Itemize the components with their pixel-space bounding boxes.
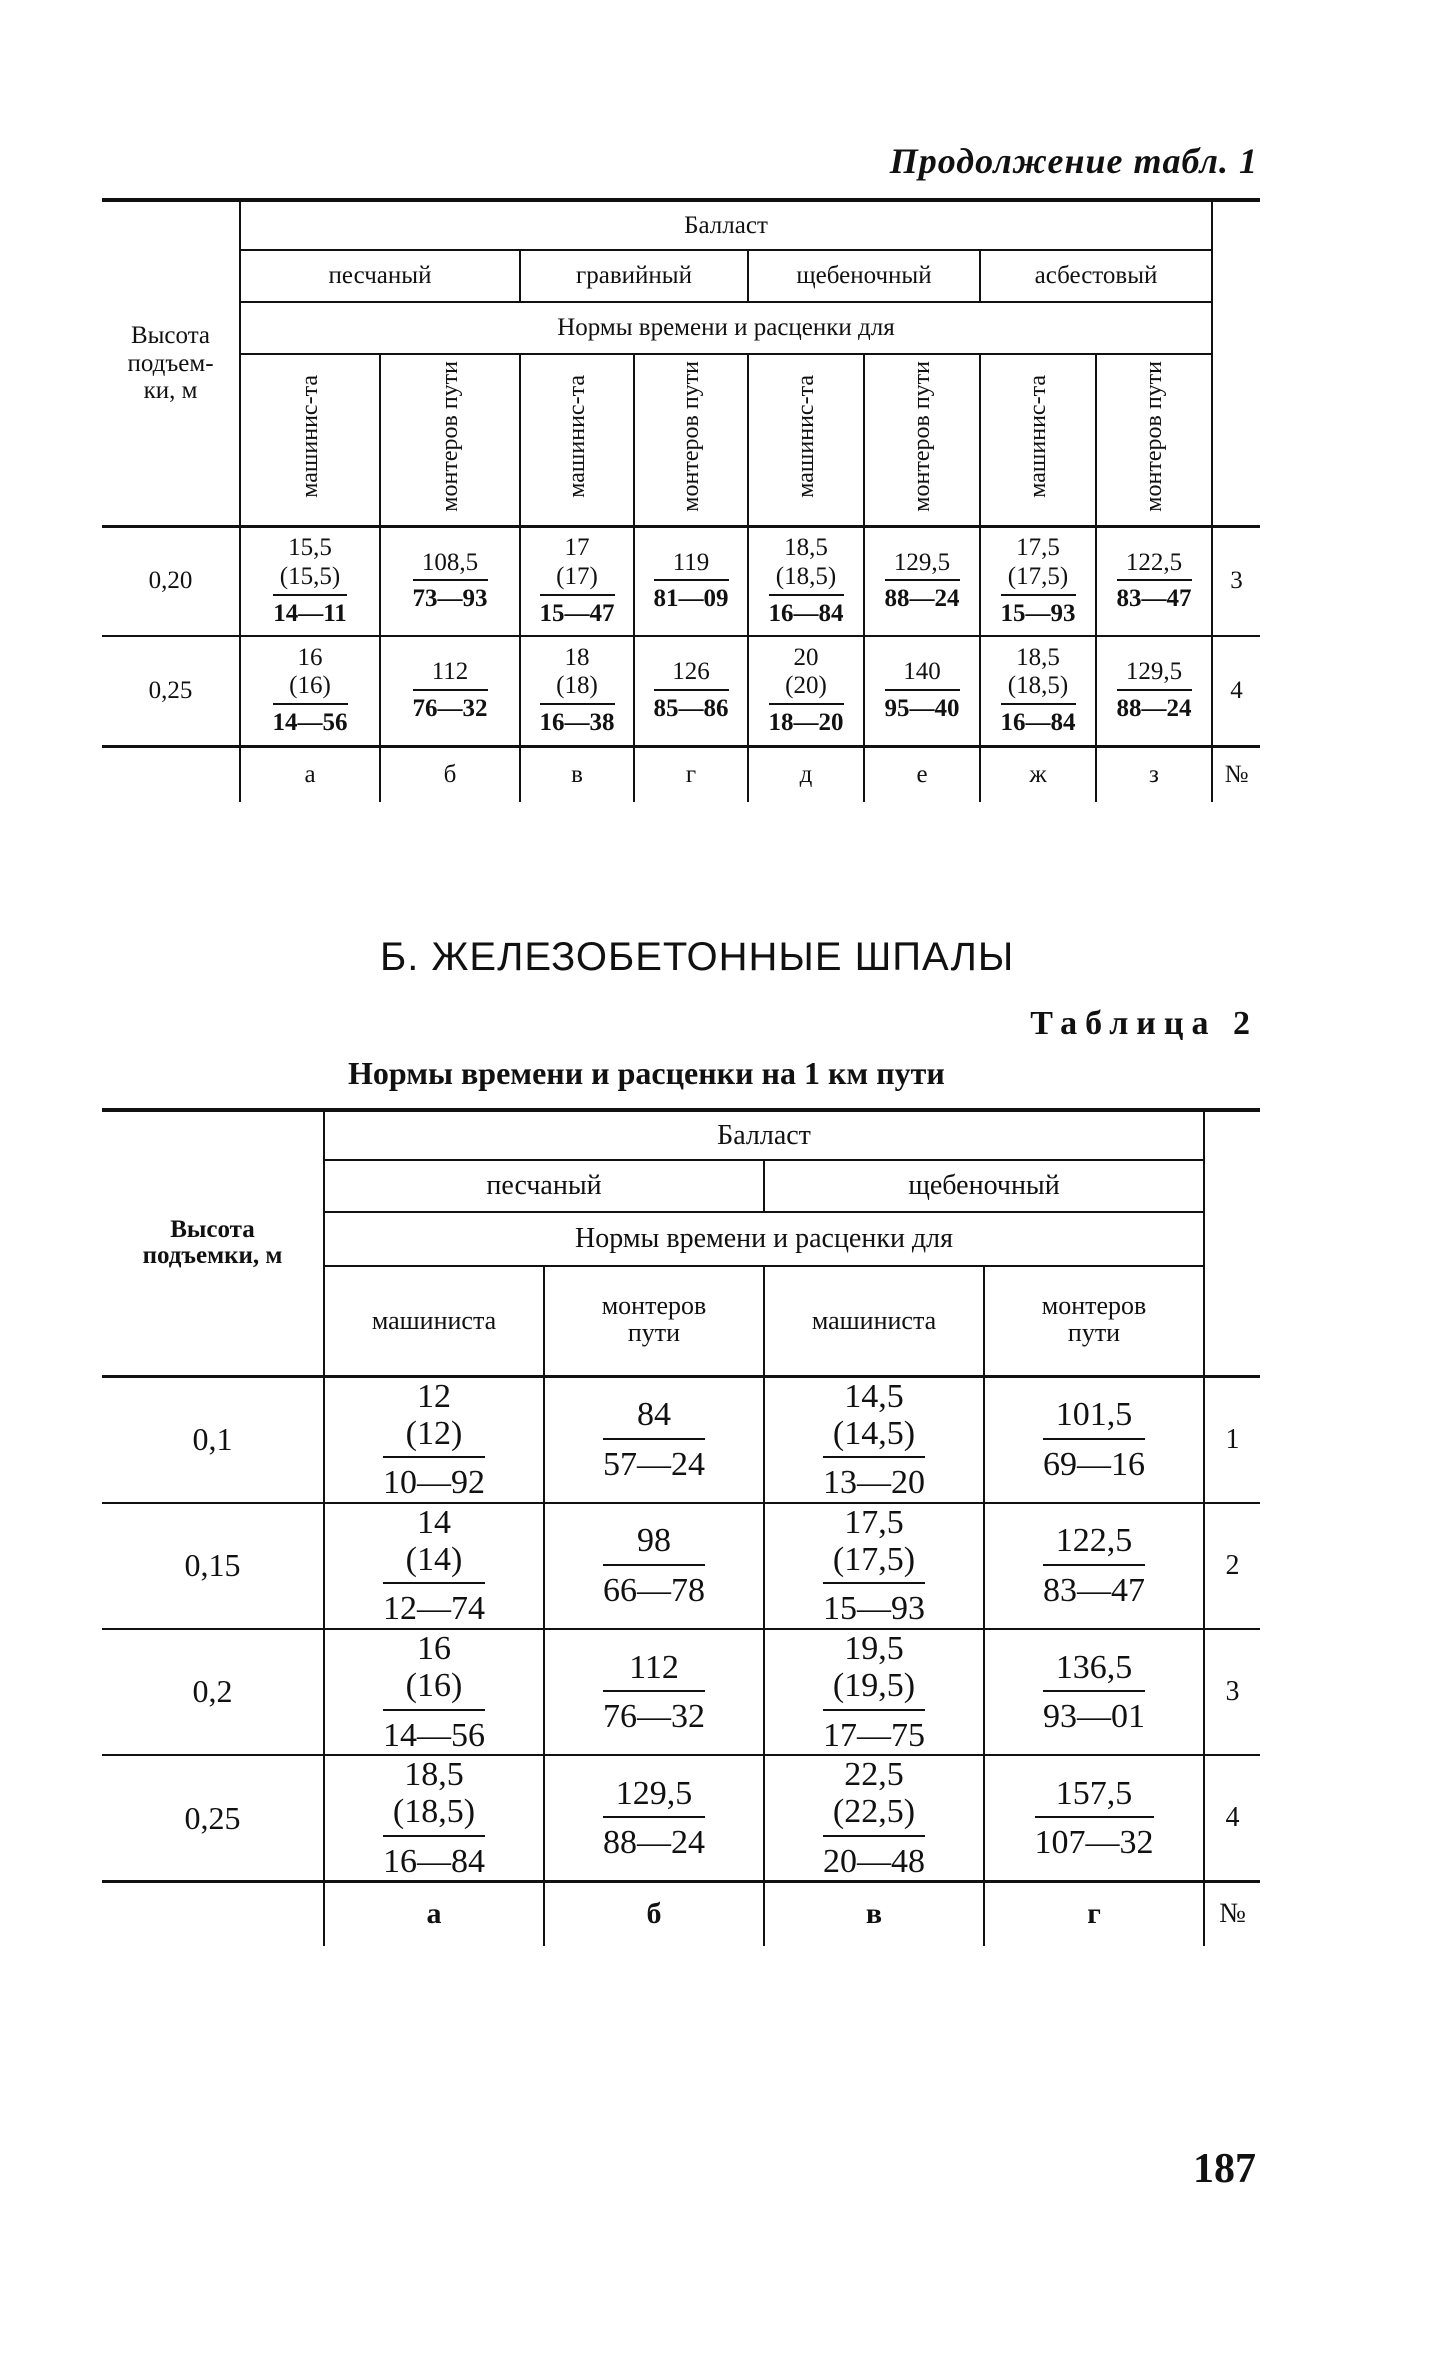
value-top: 15,5 [288,534,332,562]
value-main: 112 [413,658,488,691]
value-cell [634,636,748,746]
value-top: 17,5 [844,1503,904,1541]
sub-header-text: машинис-та [793,374,819,498]
sub-header [764,1266,984,1376]
value-rate: 83—47 [1116,585,1192,613]
sub-header-text: монтеров пути [437,360,463,512]
column-code: в [520,746,634,802]
row-number: 3 [1212,526,1260,636]
fraction [1117,658,1192,724]
blank-cell [102,746,240,802]
sub-header [324,1266,544,1376]
value-rate: 93—01 [1043,1697,1146,1735]
value-cell [324,1629,544,1755]
column-code: а [324,1882,544,1946]
value-cell [864,526,980,636]
page-number: 187 [1193,2146,1256,2192]
fraction [603,1396,705,1483]
continuation-label: Продолжение табл. 1 [889,141,1258,181]
value-cell [748,526,864,636]
value-top: 22,5 [844,1756,904,1794]
value-main: (15,5) [273,563,347,596]
value-rate: 16—84 [1000,709,1076,737]
value-main: (16) [273,672,348,705]
norms-header: Нормы времени и расценки для [324,1212,1204,1266]
column-code: д [748,746,864,802]
value-rate: 88—24 [884,585,960,613]
section-title: Б. ЖЕЛЕЗОБЕТОННЫЕ ШПАЛЫ [380,935,1015,979]
sub-header [240,354,380,526]
row-height: 0,20 [102,526,240,636]
value-cell [748,636,864,746]
fraction [769,644,844,738]
value-rate: 14—56 [383,1716,485,1754]
fraction [1001,644,1076,738]
table-number: Таблица 2 [1030,1005,1258,1042]
value-main: 129,5 [603,1775,705,1818]
num-label: № [1204,1882,1260,1946]
sub-header-text: машиниста [811,1305,937,1335]
sub-header-text: машиниста [371,1305,497,1335]
row-number: 3 [1204,1629,1260,1755]
fraction [1035,1775,1154,1862]
table-row [102,636,1260,746]
value-main: 129,5 [885,549,960,582]
sub-header-text: машинис-та [1025,374,1051,498]
sub-header [984,1266,1204,1376]
value-top: 16 [297,643,323,671]
num-label: № [1212,746,1260,802]
fraction [1043,1396,1145,1483]
row-height: 0,25 [102,1755,324,1882]
ballast-type: песчаный [324,1160,764,1212]
value-main: 108,5 [413,549,488,582]
value-main: (20) [769,672,844,705]
value-cell [980,526,1096,636]
value-cell [1096,526,1212,636]
column-code: в [764,1882,984,1946]
value-main: 101,5 [1043,1396,1145,1439]
table-1 [102,198,1260,802]
fraction [603,1649,705,1736]
ballast-header: Балласт [324,1110,1204,1160]
value-top: 17,5 [1016,534,1060,562]
fraction [383,1630,485,1754]
fraction [1043,1522,1145,1609]
value-main: (18) [540,672,615,705]
fraction [823,1378,925,1502]
value-rate: 76—32 [603,1697,705,1735]
value-main: (18,5) [383,1793,485,1836]
table-row [102,1629,1260,1755]
value-rate: 57—24 [603,1445,705,1483]
value-rate: 14—11 [273,599,347,627]
row-number: 4 [1212,636,1260,746]
value-cell [520,526,634,636]
value-cell [520,636,634,746]
sub-header [980,354,1096,526]
value-top: 18,5 [404,1756,464,1794]
value-main: (19,5) [823,1667,925,1710]
sub-header [380,354,520,526]
ballast-type: песчаный [240,250,520,302]
value-cell [544,1755,764,1882]
value-rate: 83—47 [1043,1571,1146,1609]
value-cell [380,526,520,636]
row-number: 1 [1204,1376,1260,1503]
sub-header [864,354,980,526]
value-rate: 88—24 [1116,694,1192,722]
sub-header [520,354,634,526]
fraction [273,644,348,738]
column-code: б [544,1882,764,1946]
row-height: 0,15 [102,1503,324,1629]
value-cell [984,1503,1204,1629]
fraction [603,1522,705,1609]
ballast-type: щебеночный [764,1160,1204,1212]
fraction [383,1504,485,1628]
value-cell [240,526,380,636]
table-row [102,1503,1260,1629]
column-code: г [984,1882,1204,1946]
value-cell [764,1755,984,1882]
height-header-text: Высота подъемки, м [142,1216,283,1270]
sub-header [634,354,748,526]
value-rate: 76—32 [412,694,488,722]
value-rate: 73—93 [412,585,488,613]
ballast-header: Балласт [240,200,1212,250]
height-header [102,1110,324,1376]
sub-header-text: машинис-та [297,374,323,498]
value-cell [324,1376,544,1503]
value-top: 14 [417,1503,451,1541]
value-top: 18 [564,643,590,671]
fraction [885,658,960,724]
fraction [603,1775,705,1862]
column-code: е [864,746,980,802]
fraction [823,1630,925,1754]
sub-header-text: монтеров пути [1141,360,1167,512]
value-rate: 69—16 [1043,1445,1146,1483]
value-rate: 20—48 [823,1842,925,1880]
value-cell [380,636,520,746]
value-top: 20 [793,643,819,671]
value-rate: 15—93 [823,1590,925,1628]
value-top: 18,5 [1016,643,1060,671]
fraction [383,1756,485,1880]
value-rate: 88—24 [603,1824,705,1862]
value-rate: 15—93 [1000,599,1076,627]
value-main: 140 [885,658,960,691]
height-header [102,200,240,526]
column-codes-row [102,746,1260,802]
row-height: 0,2 [102,1629,324,1755]
value-main: (17,5) [823,1541,925,1584]
value-rate: 85—86 [653,694,729,722]
value-main: (17,5) [1001,563,1076,596]
value-cell [634,526,748,636]
value-cell [764,1503,984,1629]
value-rate: 12—74 [383,1590,485,1628]
value-cell [864,636,980,746]
row-number: 2 [1204,1503,1260,1629]
value-top: 19,5 [844,1629,904,1667]
sub-header [1096,354,1212,526]
table-caption: Нормы времени и расценки на 1 км пути [348,1055,945,1091]
fraction [885,549,960,615]
sub-header-text: монтеров пути [909,360,935,512]
value-main: (14,5) [823,1415,925,1458]
value-main: (14) [383,1541,485,1584]
table-2 [102,1108,1260,1946]
value-main: 136,5 [1043,1649,1145,1692]
value-main: 122,5 [1117,549,1192,582]
fraction [383,1378,485,1502]
value-rate: 81—09 [653,585,729,613]
column-code: з [1096,746,1212,802]
num-col-header [1212,200,1260,526]
fraction [1043,1649,1145,1736]
value-rate: 16—38 [539,709,615,737]
fraction [769,534,844,628]
value-cell [984,1755,1204,1882]
sub-header-text: монтеров пути [678,360,704,512]
value-main: 122,5 [1043,1522,1145,1565]
value-cell [240,636,380,746]
fraction [1117,549,1192,615]
value-top: 18,5 [784,534,828,562]
value-main: (17) [540,563,615,596]
value-rate: 10—92 [383,1464,485,1502]
value-rate: 95—40 [884,694,960,722]
value-rate: 16—84 [768,599,844,627]
fraction [654,658,729,724]
sub-header-text: машинис-та [564,374,590,498]
value-main: (16) [383,1667,485,1710]
value-cell [1096,636,1212,746]
fraction [413,658,488,724]
column-code: а [240,746,380,802]
value-rate: 66—78 [603,1571,705,1609]
value-cell [764,1376,984,1503]
fraction [1001,534,1076,628]
sub-header-text: монтеров пути [1041,1291,1147,1348]
value-rate: 107—32 [1034,1824,1154,1862]
fraction [540,644,615,738]
sub-header [544,1266,764,1376]
fraction [823,1756,925,1880]
ballast-type: щебеночный [748,250,980,302]
value-top: 12 [417,1377,451,1415]
value-main: (18,5) [1001,672,1076,705]
value-cell [764,1629,984,1755]
value-cell [980,636,1096,746]
row-number: 4 [1204,1755,1260,1882]
value-main: 157,5 [1035,1775,1154,1818]
value-top: 17 [564,534,590,562]
column-code: б [380,746,520,802]
value-main: 119 [654,549,729,582]
num-col-header [1204,1110,1260,1376]
value-main: 84 [603,1396,705,1439]
value-main: (18,5) [769,563,844,596]
sub-header-text: монтеров пути [601,1291,707,1348]
value-cell [984,1376,1204,1503]
value-rate: 14—56 [272,709,348,737]
table-row [102,526,1260,636]
table-row [102,1755,1260,1882]
value-cell [324,1503,544,1629]
value-rate: 18—20 [768,709,844,737]
height-header-text: Высота подъем-ки, м [127,322,214,404]
value-cell [984,1629,1204,1755]
value-main: (12) [383,1415,485,1458]
value-cell [324,1755,544,1882]
sub-header [748,354,864,526]
value-main: 112 [603,1649,705,1692]
value-top: 16 [417,1629,451,1667]
value-cell [544,1503,764,1629]
row-height: 0,25 [102,636,240,746]
value-rate: 13—20 [823,1464,925,1502]
value-cell [544,1376,764,1503]
fraction [823,1504,925,1628]
value-main: (22,5) [823,1793,925,1836]
value-top: 14,5 [844,1377,904,1415]
column-codes-row [102,1882,1260,1946]
column-code: г [634,746,748,802]
fraction [413,549,488,615]
column-code: ж [980,746,1096,802]
value-rate: 16—84 [383,1842,485,1880]
row-height: 0,1 [102,1376,324,1503]
ballast-type: асбестовый [980,250,1212,302]
value-rate: 17—75 [823,1716,925,1754]
fraction [540,534,615,628]
value-main: 98 [603,1522,705,1565]
value-rate: 15—47 [539,599,615,627]
norms-header: Нормы времени и расценки для [240,302,1212,354]
fraction [273,534,347,628]
fraction [654,549,729,615]
value-cell [544,1629,764,1755]
value-main: 129,5 [1117,658,1192,691]
table-row [102,1376,1260,1503]
value-main: 126 [654,658,729,691]
blank-cell [102,1882,324,1946]
ballast-type: гравийный [520,250,748,302]
